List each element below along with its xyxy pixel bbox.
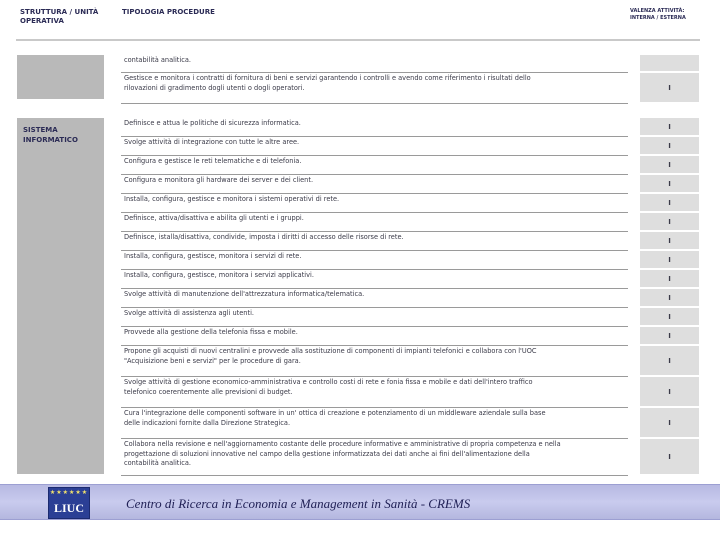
logo-text: LIUC (53, 501, 84, 515)
section-top-rows (121, 55, 628, 104)
activity-scope-cell (640, 213, 699, 232)
activity-scope-value: I (640, 194, 699, 211)
procedure-row: contabilità analitica. (121, 55, 628, 73)
procedure-row: Provvede alla gestione della telefonia fissa e mobile. (121, 327, 628, 346)
header-divider (16, 39, 700, 41)
procedure-row: Definisce e attua le politiche di sicurezza informatica. (121, 118, 628, 137)
activity-scope-cell (640, 270, 699, 289)
activity-scope-cell (640, 346, 699, 377)
section-main-label-cell (17, 118, 104, 474)
activity-scope-value: I (640, 175, 699, 192)
procedure-row: Definisce, attiva/disattiva e abilita gli utenti e i gruppi. (121, 213, 628, 232)
activity-scope-cell (640, 73, 699, 104)
activity-scope-cell (640, 308, 699, 327)
activity-scope-cell (640, 408, 699, 439)
procedure-row: Propone gli acquisti di nuovi centralini e provvede alla sostituzione di componenti di impianti telefonici e collabora con l'UOC "Acquisizione beni e servizi" per le procedure di gara. (121, 346, 628, 377)
activity-scope-cell (640, 118, 699, 137)
activity-scope-cell (640, 194, 699, 213)
logo-stars-icon: ★★★★★★ (49, 489, 89, 496)
procedure-row: Installa, configura, gestisce, monitora i servizi applicativi. (121, 270, 628, 289)
procedure-row: Svolge attività di integrazione con tutte le altre aree. (121, 137, 628, 156)
activity-scope-cell (640, 251, 699, 270)
section-main-label: SISTEMA INFORMATICO (23, 126, 78, 144)
header-procedure-type: TIPOLOGIA PROCEDURE (122, 8, 215, 16)
activity-scope-value: I (640, 408, 699, 437)
activity-scope-cell (640, 289, 699, 308)
procedure-row: Svolge attività di assistenza agli utenti. (121, 308, 628, 327)
activity-scope-value: I (640, 232, 699, 249)
footer-title: Centro di Ricerca in Economia e Management in Sanità - CREMS (126, 496, 471, 511)
section-top-values (640, 55, 699, 104)
footer-bar (0, 484, 720, 520)
activity-scope-value: I (640, 439, 699, 474)
section-main-values (640, 118, 699, 476)
activity-scope-cell (640, 137, 699, 156)
section-top-label-cell (17, 55, 104, 99)
section-main-rows (121, 118, 628, 476)
activity-scope-cell (640, 232, 699, 251)
activity-scope-value: I (640, 213, 699, 230)
procedure-row: Gestisce e monitora i contratti di fornitura di beni e servizi garantendo i controlli e avendo come riferimento i risultati dello rilovazioni di gradimento dogli utenti o dogli operatori. (121, 73, 628, 104)
activity-scope-value: I (640, 118, 699, 135)
activity-scope-value: I (640, 346, 699, 375)
procedure-row: Installa, configura, gestisce e monitora i sistemi operativi di rete. (121, 194, 628, 213)
activity-scope-value (640, 55, 699, 71)
liuc-logo (48, 487, 90, 519)
header-activity-scope: VALENZA ATTIVITÀ: INTERNA / ESTERNA (630, 8, 686, 21)
procedure-row: Collabora nella revisione e nell'aggiornamento costante delle procedure informative e amministrative di propria competenza e nella progettazione di soluzioni innovative nel campo della gestione informatizzata dei dati anche ai fini dell'alimentazione della contabilità analitica. (121, 439, 628, 476)
activity-scope-value: I (640, 156, 699, 173)
activity-scope-cell (640, 439, 699, 476)
activity-scope-value: I (640, 308, 699, 325)
activity-scope-cell (640, 55, 699, 73)
procedure-row: Svolge attività di gestione economico-amministrativa e controllo costi di rete e fonia fissa e mobile e dati dell'intero traffico telefonico coerentemente alle previsioni di budget. (121, 377, 628, 408)
activity-scope-value: I (640, 289, 699, 306)
activity-scope-cell (640, 377, 699, 408)
header-structure-unit: STRUTTURA / UNITÀ OPERATIVA (20, 8, 99, 26)
procedure-row: Configura e monitora gli hardware dei server e dei client. (121, 175, 628, 194)
procedure-row: Cura l'integrazione delle componenti software in un' ottica di creazione e potenziamento di un middleware aziendale sulla base delle indicazioni fornite dalla Direzione Strategica. (121, 408, 628, 439)
activity-scope-value: I (640, 73, 699, 102)
activity-scope-value: I (640, 137, 699, 154)
procedure-row: Definisce, istalla/disattiva, condivide, imposta i diritti di accesso delle risorse di rete. (121, 232, 628, 251)
activity-scope-value: I (640, 377, 699, 406)
activity-scope-cell (640, 175, 699, 194)
activity-scope-value: I (640, 251, 699, 268)
activity-scope-cell (640, 327, 699, 346)
activity-scope-value: I (640, 327, 699, 344)
procedure-row: Configura e gestisce le reti telematiche e di telefonia. (121, 156, 628, 175)
activity-scope-value: I (640, 270, 699, 287)
procedure-row: Svolge attività di manutenzione dell'attrezzatura informatica/telematica. (121, 289, 628, 308)
procedures-table (12, 0, 709, 478)
procedure-row: Installa, configura, gestisce, monitora i servizi di rete. (121, 251, 628, 270)
activity-scope-cell (640, 156, 699, 175)
